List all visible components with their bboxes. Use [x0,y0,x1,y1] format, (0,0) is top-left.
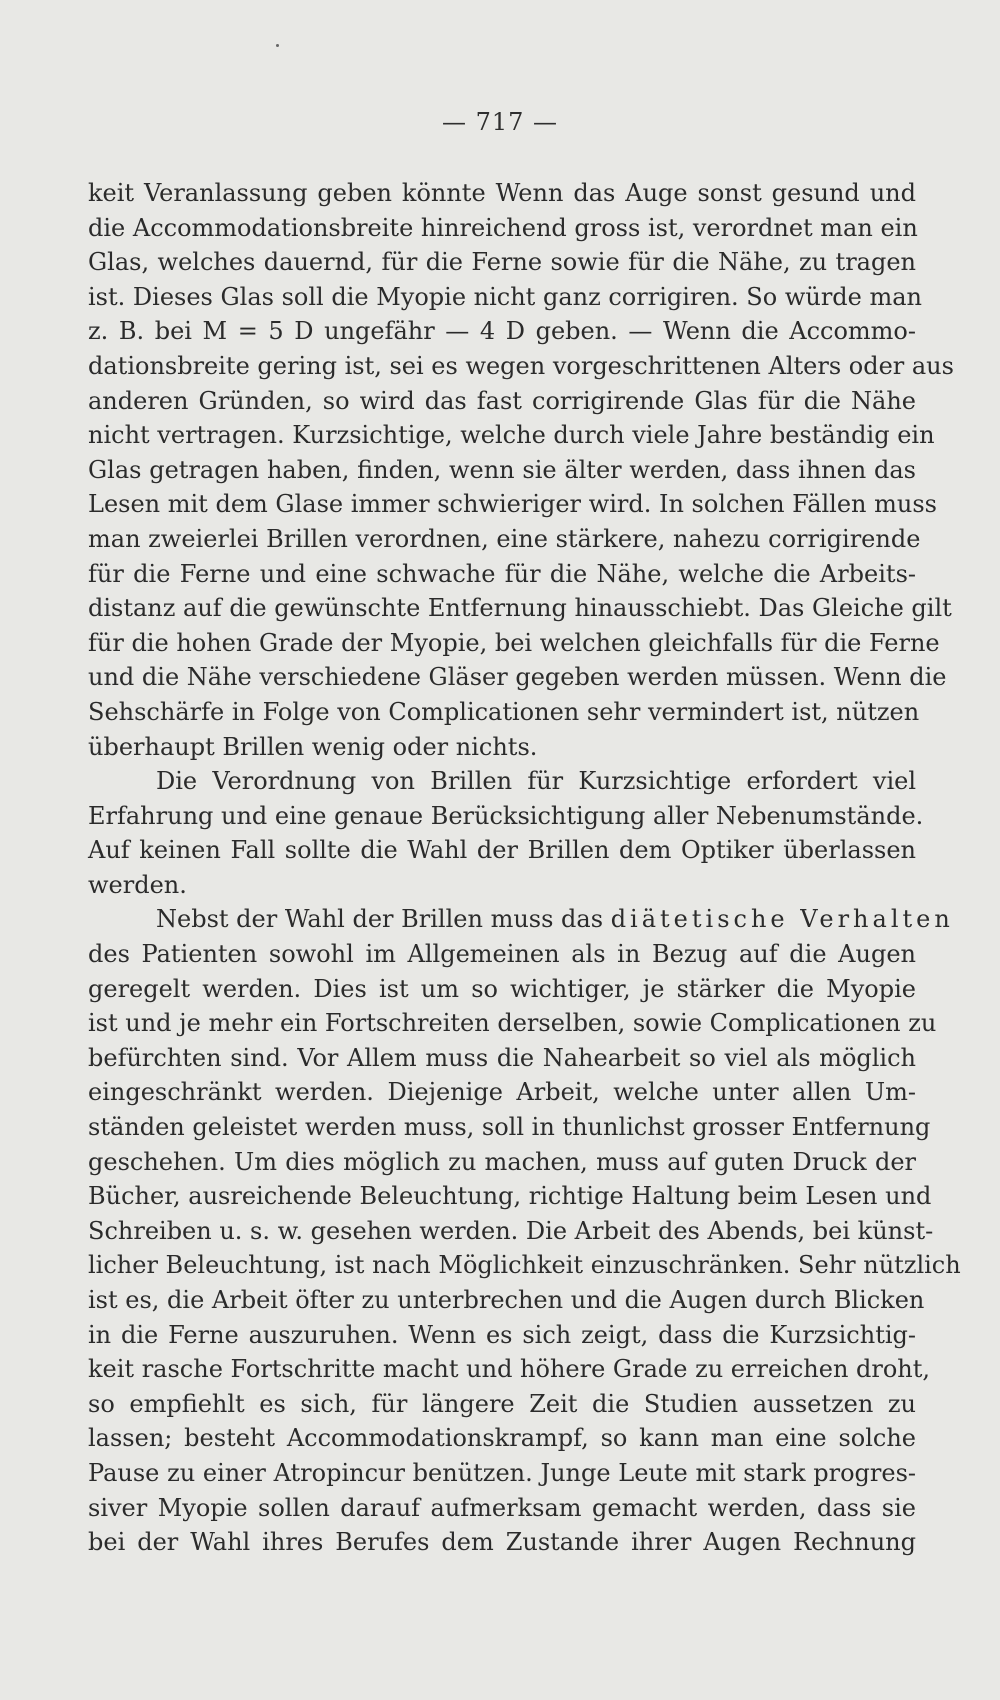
text-line: für die Ferne und eine schwache für die Nähe, welche die Arbeits- [88,559,916,588]
text-line: bei der Wahl ihres Berufes dem Zustande ihrer Augen Rechnung [88,1528,916,1557]
text-line: siver Myopie sollen darauf aufmerksam gemacht werden, dass sie [88,1493,916,1522]
text-line: dationsbreite gering ist, sei es wegen vorgeschrittenen Alters oder aus [88,351,954,380]
paper-speck [276,44,279,47]
text-line: Pause zu einer Atropincur benützen. Junge Leute mit stark progres- [88,1458,916,1487]
text-line: anderen Gründen, so wird das fast corrigirende Glas für die Nähe [88,386,916,415]
text-line: nicht vertragen. Kurzsichtige, welche durch viele Jahre beständig ein [88,421,935,450]
text-line: befürchten sind. Vor Allem muss die Nahearbeit so viel als möglich [88,1043,916,1072]
text-line: in die Ferne auszuruhen. Wenn es sich zeigt, dass die Kurzsichtig- [88,1320,916,1349]
text-line: Schreiben u. s. w. gesehen werden. Die Arbeit des Abends, bei künst- [88,1216,934,1245]
text-line: keit Veranlassung geben könnte Wenn das Auge sonst gesund und [88,179,916,207]
text-line: man zweierlei Brillen verordnen, eine stärkere, nahezu corrigirende [88,524,921,553]
text-line: ist es, die Arbeit öfter zu unterbrechen und die Augen durch Blicken [88,1286,925,1314]
text-line: des Patienten sowohl im Allgemeinen als in Bezug auf die Augen [88,940,916,969]
text-line: Sehschärfe in Folge von Complicationen sehr vermindert ist, nützen [88,697,920,726]
text-line: Bücher, ausreichende Beleuchtung, richtige Haltung beim Lesen und [88,1182,932,1211]
text-line: für die hohen Grade der Myopie, bei welchen gleichfalls für die Ferne [88,628,940,657]
text-line: Glas, welches dauernd, für die Ferne sowie für die Nähe, zu tragen [88,248,916,277]
text-line: überhaupt Brillen wenig oder nichts. [88,732,538,761]
body-text [88,176,961,1560]
text-line: distanz auf die gewünschte Entfernung hinausschiebt. Das Gleiche gilt [88,594,952,623]
text-line: ist. Dieses Glas soll die Myopie nicht ganz corrigiren. So würde man [88,282,923,311]
page-number: — 717 — [441,108,559,136]
text-line: z. B. bei M = 5 D ungefähr — 4 D geben. — Wenn die Accommo- [88,317,916,346]
line-lead-text: Nebst der Wahl der Brillen muss das [156,905,604,934]
text-line: keit rasche Fortschritte macht und höhere Grade zu erreichen droht, [88,1355,931,1384]
text-line: und die Nähe verschiedene Gläser gegeben werden müssen. Wenn die [88,663,947,692]
paragraph-start-line: Die Verordnung von Brillen für Kurzsichtige erfordert viel [156,767,916,796]
text-line: die Accommodationsbreite hinreichend gross ist, verordnet man ein [88,213,918,242]
text-line: Lesen mit dem Glase immer schwieriger wird. In solchen Fällen muss [88,490,937,519]
emphasized-term: diätetische Verhalten [610,905,954,934]
text-line: geregelt werden. Dies ist um so wichtiger, je stärker die Myopie [88,974,916,1003]
text-line: Erfahrung und eine genaue Berücksichtigung aller Nebenumstände. [88,801,924,830]
text-line: eingeschränkt werden. Diejenige Arbeit, welche unter allen Um- [88,1078,916,1107]
text-line: Auf keinen Fall sollte die Wahl der Brillen dem Optiker überlassen [88,836,916,865]
text-line: Glas getragen haben, finden, wenn sie älter werden, dass ihnen das [88,455,916,484]
text-line: so empfiehlt es sich, für längere Zeit die Studien aussetzen zu [88,1389,916,1418]
text-line: geschehen. Um dies möglich zu machen, muss auf guten Druck der [88,1147,916,1176]
text-line: ständen geleistet werden muss, soll in thunlichst grosser Entfernung [88,1113,931,1142]
paragraph-start-line [88,902,954,937]
text-line: lassen; besteht Accommodationskrampf, so kann man eine solche [88,1424,916,1453]
text-line: licher Beleuchtung, ist nach Möglichkeit einzuschränken. Sehr nützlich [88,1251,961,1280]
text-line: werden. [88,870,187,899]
text-line: ist und je mehr ein Fortschreiten derselben, sowie Complicationen zu [88,1009,937,1038]
